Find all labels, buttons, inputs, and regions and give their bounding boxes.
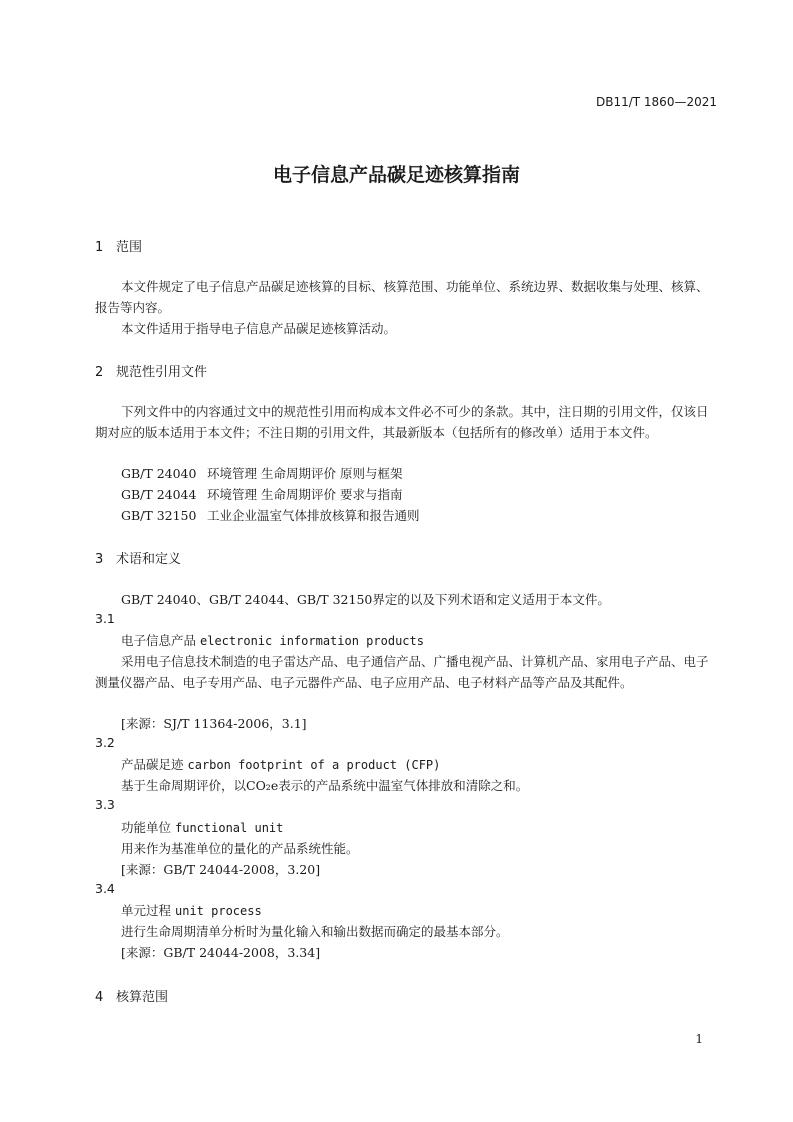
reference-code: GB/T 24040 (121, 466, 197, 481)
reference-code: GB/T 32150 (121, 508, 197, 523)
standard-number: DB11/T 1860—2021 (595, 95, 717, 109)
term-zh: 单元过程 (121, 903, 172, 918)
section-1-heading (95, 236, 142, 255)
term-en: functional unit (175, 821, 284, 835)
term-zh: 电子信息产品 (121, 633, 197, 648)
page-number: 1 (695, 1032, 703, 1046)
term-en: unit process (175, 904, 262, 918)
term-definition: 用来作为基准单位的量化的产品系统性能。 (121, 841, 359, 856)
reference-name: 工业企业温室气体排放核算和报告通则 (207, 508, 420, 523)
term-source: [来源：GB/T 24044-2008，3.34] (121, 945, 321, 960)
section-3-number: 3 (95, 552, 104, 567)
section-1-paragraph-2: 本文件适用于指导电子信息产品碳足迹核算活动。 (121, 321, 397, 336)
section-4-heading (95, 986, 168, 1005)
normative-reference (121, 506, 420, 524)
section-2-intro: 下列文件中的内容通过文中的规范性引用而构成本文件必不可少的条款。其中，注日期的引用文件，仅该日期对应的版本适用于本文件；不注日期的引用文件，其最新版本（包括所有的修改单）适用于本文件。 (95, 404, 709, 440)
reference-name: 环境管理 生命周期评价 原则与框架 (207, 466, 403, 481)
normative-reference (121, 464, 402, 482)
section-1-title: 范围 (116, 240, 143, 255)
term-number: 3.2 (95, 735, 115, 750)
term-number: 3.3 (95, 797, 115, 812)
term-definition: 采用电子信息技术制造的电子雷达产品、电子通信产品、广播电视产品、计算机产品、家用电子产品、电子测量仪器产品、电子专用产品、电子元器件产品、电子应用产品、电子材料产品等产品及其配件。 (95, 654, 709, 690)
section-2-heading (95, 361, 207, 380)
section-1-number: 1 (95, 240, 104, 255)
document-title: 电子信息产品碳足迹核算指南 (272, 164, 520, 186)
term-en: carbon footprint of a product (CFP) (187, 758, 441, 772)
term-heading (121, 755, 440, 773)
section-4-title: 核算范围 (116, 990, 169, 1005)
term-source: [来源：GB/T 24044-2008，3.20] (121, 862, 321, 877)
term-heading (121, 631, 424, 649)
section-3-title: 术语和定义 (116, 552, 182, 567)
section-3-heading (95, 548, 181, 567)
section-2-title: 规范性引用文件 (116, 365, 208, 380)
reference-name: 环境管理 生命周期评价 要求与指南 (207, 487, 403, 502)
term-number: 3.4 (95, 881, 115, 896)
term-heading (121, 818, 283, 836)
section-2-number: 2 (95, 365, 104, 380)
term-heading (121, 901, 262, 919)
term-definition: 进行生命周期清单分析时为量化输入和输出数据而确定的最基本部分。 (121, 924, 509, 939)
section-3-intro: GB/T 24040、GB/T 24044、GB/T 32150界定的以及下列术语和定义适用于本文件。 (121, 592, 610, 607)
normative-reference (121, 485, 402, 503)
section-4-number: 4 (95, 990, 104, 1005)
reference-code: GB/T 24044 (121, 487, 197, 502)
section-1-paragraph-1: 本文件规定了电子信息产品碳足迹核算的目标、核算范围、功能单位、系统边界、数据收集与处理、核算、报告等内容。 (95, 279, 709, 315)
term-definition: 基于生命周期评价，以CO₂e表示的产品系统中温室气体排放和清除之和。 (121, 778, 529, 793)
term-zh: 产品碳足迹 (121, 757, 184, 772)
term-source: [来源：SJ/T 11364-2006，3.1] (121, 716, 307, 731)
term-zh: 功能单位 (121, 820, 172, 835)
term-number: 3.1 (95, 611, 115, 626)
term-en: electronic information products (200, 634, 424, 648)
